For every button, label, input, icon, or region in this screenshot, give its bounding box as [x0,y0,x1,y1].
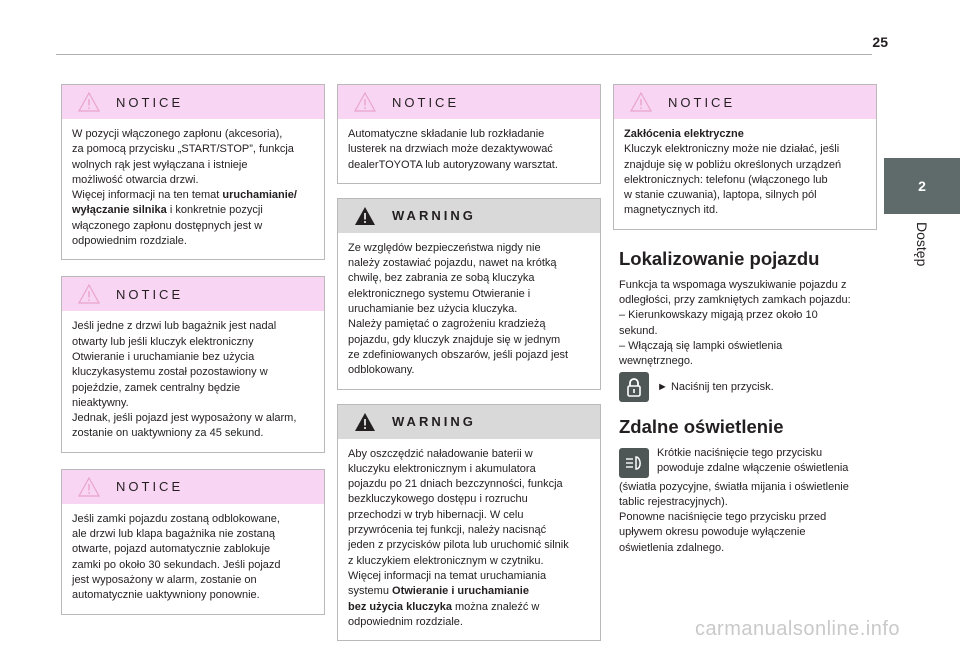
text-line: elektronicznych: telefonu (włączonego lub [624,173,828,186]
notice-body [62,504,324,614]
section-heading-remote-lighting: Zdalne oświetlenie [619,415,784,437]
watermark: carmanualsonline.info [694,618,900,640]
text-line: tablic rejestracyjnych). [619,495,728,508]
chapter-tab[interactable] [884,158,960,214]
bold-link-text: uruchamianie/ [222,189,297,202]
notice-title: NOTICE [116,286,184,302]
bold-link-text: wyłączanie silnika [72,204,167,217]
notice-title: NOTICE [116,94,184,110]
text-line: jeden z przycisków pilota lub uruchomić silnik [348,539,569,552]
text-line: z kluczykiem elektronicznym w czytniku. [348,554,544,567]
caution-triangle-icon [78,284,100,304]
text-line: powoduje zdalne włączenie oświetlenia [657,461,849,474]
chapter-label: Dostęp [914,222,930,267]
notice-box-3 [61,469,325,615]
text-line: – Kierunkowskazy migają przez około 10 [619,309,818,322]
text-line: Jednak, jeśli pojazd jest wyposażony w alarm, [72,412,297,425]
text-line: pojazdu, gdy kluczyk znajduje się w jednym [348,333,561,346]
text-line: elektronicznego systemu Otwieranie i [348,287,531,300]
notice-box-2 [61,276,325,452]
warning-body [338,439,600,641]
notice-box-1 [61,84,325,260]
lighting-button-icon[interactable] [619,448,649,478]
text-line: pojeździe, zamek centralny będzie [72,381,241,394]
warning-triangle-icon [354,412,376,432]
text-line: bezkluczykowego dostępu i rozruchu [348,493,528,506]
warning-header [338,199,600,233]
text-line: Jeśli jedne z drzwi lub bagażnik jest nadal [72,320,277,333]
bold-link-text: bez użycia kluczyka [348,600,452,613]
notice-box-5 [613,84,877,230]
notice-body [62,119,324,259]
locate-vehicle-text [613,278,877,370]
text-line: kluczykasystemu został pozostawiony w [72,366,268,379]
text-line: upływem okresu powoduje wyłączenie [619,526,806,539]
text-line: Krótkie naciśnięcie tego przycisku [657,446,823,459]
text-line: przechodzi w tryb hibernacji. W celu [348,508,524,521]
caution-triangle-icon [354,92,376,112]
text-line: dealerTOYOTA lub autoryzowany warsztat. [348,158,558,171]
text-line: włączonego zapłonu dostępnych jest w [72,219,263,232]
warning-header [338,405,600,439]
text-line: znajduje się w pobliżu określonych urządzeń [624,158,842,171]
text-line: możliwość otwarcia drzwi. [72,173,199,186]
notice-title: NOTICE [392,94,460,110]
text-line: sekund. [619,324,658,337]
text-line: Kluczyk elektroniczny może nie działać, jeśli [624,143,840,156]
text-line: odblokowany. [348,364,415,377]
text-line [72,203,316,218]
text-line: jest wyposażony w alarm, zostanie on [72,573,257,586]
text-span: Więcej informacji na ten temat [72,189,223,202]
subheading-text: Zakłócenia elektryczne [624,128,744,140]
warning-body [338,233,600,389]
notice-header [614,85,876,119]
text-line: (światła pozycyjne, światła mijania i oświetlenie [619,480,849,493]
warning-box-1 [337,198,601,390]
section-heading-locate-vehicle: Lokalizowanie pojazdu [619,247,820,269]
text-line: W pozycji włączonego zapłonu (akcesoria), [72,128,283,140]
text-line: Automatyczne składanie lub rozkładanie [348,128,545,140]
text-line: lusterek na drzwiach może dezaktywować [348,143,553,156]
top-rule [56,54,872,55]
notice-body [62,311,324,451]
remote-lighting-text [613,446,877,556]
column-1 [61,84,325,629]
text-line: otwarty lub jeśli kluczyk elektroniczny [72,335,254,348]
text-line: w stanie czuwania), laptopa, silnych pól [624,189,817,202]
text-line: Jeśli zamki pojazdu zostaną odblokowane, [72,512,280,525]
text-line: Funkcja ta wspomaga wyszukiwanie pojazdu z [619,278,847,291]
notice-title: NOTICE [668,94,736,110]
text-line: otwarte, pojazd automatycznie zablokuje [72,543,271,556]
warning-box-2 [337,404,601,642]
headlamp-icon [624,455,644,471]
caution-triangle-icon [78,477,100,497]
notice-subheading [624,127,868,142]
text-line: uruchamianie bez użycia kluczyka. [348,303,518,316]
text-line: należy zostawiać pojazdu, nawet na krótką [348,257,557,270]
text-span: i konkretnie pozycji [166,204,263,217]
page-number: 25 [872,34,888,50]
lock-button-icon[interactable] [619,372,649,402]
notice-header [62,277,324,311]
text-line [348,600,592,615]
text-line: Ze względów bezpieczeństwa nigdy nie [348,241,541,254]
text-line: ale drzwi lub klapa bagażnika nie zostaną [72,528,276,541]
text-line: przywrócenia tej funkcji, należy nacisnąć [348,524,547,537]
warning-triangle-icon [354,206,376,226]
text-line: chwilę, bez zabrania ze sobą kluczyka [348,272,535,285]
notice-header [62,85,324,119]
column-3 [613,84,877,556]
text-line: wolnych rąk jest wyłączana i istnieje [72,158,248,171]
text-line [348,584,592,599]
text-line: magnetycznych itd. [624,204,719,217]
text-line: kluczyku elektronicznym i akumulatora [348,462,536,475]
text-line: Więcej informacji na temat uruchamiania [348,569,547,582]
text-line: Otwieranie i uruchamianie bez użycia [72,350,255,363]
text-line: Ponowne naciśnięcie tego przycisku przed [619,511,827,524]
text-line [72,188,316,203]
text-line: nieaktywny. [72,396,129,409]
warning-title: WARNING [392,208,476,224]
text-line: wewnętrznego. [619,355,693,368]
text-line: zostanie on uaktywniony za 45 sekund. [72,427,264,440]
text-line: Należy pamiętać o zagrożeniu kradzieżą [348,318,546,331]
text-span: można znaleźć w [451,600,540,613]
bold-link-text: Otwieranie i uruchamianie [392,585,529,598]
caution-triangle-icon [630,92,652,112]
notice-body [614,119,876,229]
text-line: oświetlenia zdalnego. [619,541,725,554]
text-line: za pomocą przycisku „START/STOP”, funkcja [72,143,294,156]
notice-header [62,470,324,504]
chapter-number: 2 [918,178,926,194]
padlock-icon [625,377,643,397]
notice-body [338,119,600,183]
column-2 [337,84,601,649]
text-line: – Włączają się lampki oświetlenia [619,339,783,352]
text-span: systemu [348,585,393,598]
caution-triangle-icon [78,92,100,112]
text-line: zamki po około 30 sekundach. Jeśli pojazd [72,558,281,571]
text-line: odpowiednim rozdziale. [348,615,463,628]
text-line: odpowiednim rozdziale. [72,235,187,248]
text-line: odległości, przy zamkniętych zamkach pojazdu: [619,294,851,307]
text-line: automatycznie uaktywniony ponownie. [72,589,260,602]
lock-button-row [619,372,877,402]
notice-header [338,85,600,119]
notice-box-4 [337,84,601,184]
warning-title: WARNING [392,414,476,430]
text-line: ze zdefiniowanych obszarów, jeśli pojazd jest [348,348,569,361]
text-line: Aby oszczędzić naładowanie baterii w [348,447,533,460]
press-button-instruction: ► Naciśnij ten przycisk. [657,380,774,393]
notice-title: NOTICE [116,479,184,495]
text-line: pojazdu po 21 dniach bezczynności, funkcja [348,478,563,491]
